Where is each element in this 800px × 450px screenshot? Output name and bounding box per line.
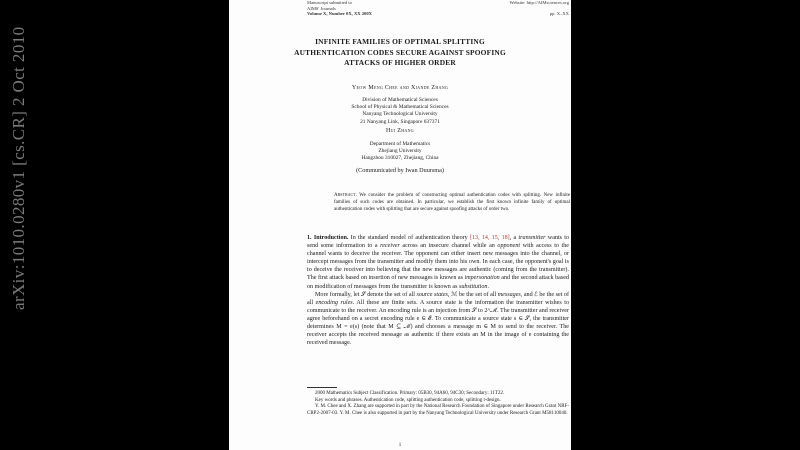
intro-text: .: [487, 283, 489, 290]
page-number: 1: [398, 443, 402, 448]
page-range: pp. X–XX: [549, 10, 569, 16]
affiliation-line: Zhejiang University: [378, 148, 422, 155]
intro-text: More formally, let 𝒮 denote the set of all: [315, 291, 417, 298]
term: opponent: [497, 243, 521, 250]
term: receiver: [380, 243, 400, 250]
header-line: Volume X, Number 0X, XX 200X: [307, 11, 372, 17]
footnote-msc: 2000 Mathematics Subject Classification. Primary: 05B30, 94A60, 94C30; Secondary: 11T22.: [315, 391, 505, 396]
website-header: [509, 0, 569, 16]
intro-text: , ℳ be the set of all: [447, 291, 498, 298]
footnotes: [307, 391, 569, 418]
intro-text: and the second attack based on modification of messages from the transmitter is known as: [307, 275, 569, 290]
affiliation-line: 21 Nanyang Link, Singapore 637371: [360, 118, 440, 125]
section-heading: 1. Introduction.: [307, 235, 349, 241]
title-line: ATTACKS OF HIGHER ORDER: [344, 58, 456, 68]
term: encoding rules: [315, 299, 353, 306]
abstract: [334, 192, 570, 213]
intro-text: wants to send some information to a: [307, 235, 569, 250]
paper-title: [269, 37, 531, 69]
term: source states: [416, 291, 448, 298]
intro-text: . All these are finite sets. A source state is the information the transmitter wishes to communicate to the receiver. An encoding rule is an injection from 𝒮 to 2^ℳ. The transmitter and receiver agree beforehand on a secret encoding rule e ∈ ℰ. To communicate a source state s ∈ 𝒮, the transmitter determines M = e(s) (note that M ⊆ ℳ) and chooses a message m ∈ M to send to the receiver. The receiver accepts the received message as authentic if there exists an M in the image of e containing the received message.: [307, 299, 569, 347]
intro-text: , and ℰ be the set of all: [307, 291, 569, 306]
footnote-rule: [307, 387, 337, 388]
affiliation-line: Nanyang Technological University: [362, 111, 438, 118]
term: messages: [497, 291, 521, 298]
abstract-text: We consider the problem of constructing optimal authentication codes with splitting. New infinite families of such codes are obtained. In particular, we establish the first known infinite family of optimal authentication codes with splitting that are secure against spoofing attacks of order two.: [334, 193, 570, 213]
website-url: Website: http://AIMsciences.org: [509, 0, 569, 5]
title-line: INFINITE FAMILIES OF OPTIMAL SPLITTING: [315, 37, 485, 46]
term: transmitter: [518, 235, 546, 241]
affiliation-line: Division of Mathematical Sciences: [362, 97, 438, 103]
title-line: AUTHENTICATION CODES SECURE AGAINST SPOOFING: [294, 47, 506, 57]
abstract-label: Abstract.: [334, 193, 357, 198]
intro-text: , a: [509, 235, 519, 241]
arxiv-sidebar: [0, 0, 80, 450]
term: substitution: [458, 283, 488, 290]
affiliation-2: [259, 141, 541, 163]
author-2: Hui Zhang: [386, 128, 414, 134]
citation-link[interactable]: [13, 14, 15, 18]: [469, 235, 510, 241]
header-line: AIMS' Journals: [307, 5, 336, 11]
communicated-by: (Communicated by Iwan Duursma): [356, 167, 444, 174]
affiliation-line: School of Physical & Mathematical Sciences: [351, 104, 449, 111]
intro-text: In the standard model of authentication theory: [348, 235, 470, 241]
arxiv-identifier: arXiv:1010.0280v1 [cs.CR] 2 Oct 2010: [9, 26, 28, 310]
paper-page: [229, 0, 571, 450]
term: impersonation: [464, 275, 500, 282]
introduction: [307, 234, 569, 347]
intro-text: with access to the channel wants to deceive the receiver. The opponent can either insert new messages into the channel, or intercept messages from the transmitter and modify them into his own. In each case, the opponent's goal is to deceive the receiver into believing that the new messages are authentic (coming from the transmitter). The first attack based on insertion of new messages is known as: [307, 243, 569, 282]
authors: Yeow Meng Chee and Xiande Zhang: [351, 85, 449, 91]
affiliation-line: Hangzhou 310027, Zhejiang, China: [361, 155, 439, 162]
footnote-keywords: Key words and phrases. Authentication code, splitting authentication code, splitting t-design.: [315, 397, 501, 403]
intro-text: across an insecure channel while an: [399, 243, 498, 250]
header-line: Manuscript submitted to: [307, 0, 352, 5]
affiliation-1: [259, 97, 541, 126]
footnote-funding: Y. M. Chee and X. Zhang are supported in part by the National Research Foundation of Singapore under Research Grant NRF-CRP2-2007-03. Y. M. Chee is also supported in part by the Nanyang Technological University under Research Grant M58110040.: [307, 404, 569, 417]
journal-header: [307, 0, 372, 17]
affiliation-line: Department of Mathematics: [369, 141, 431, 147]
